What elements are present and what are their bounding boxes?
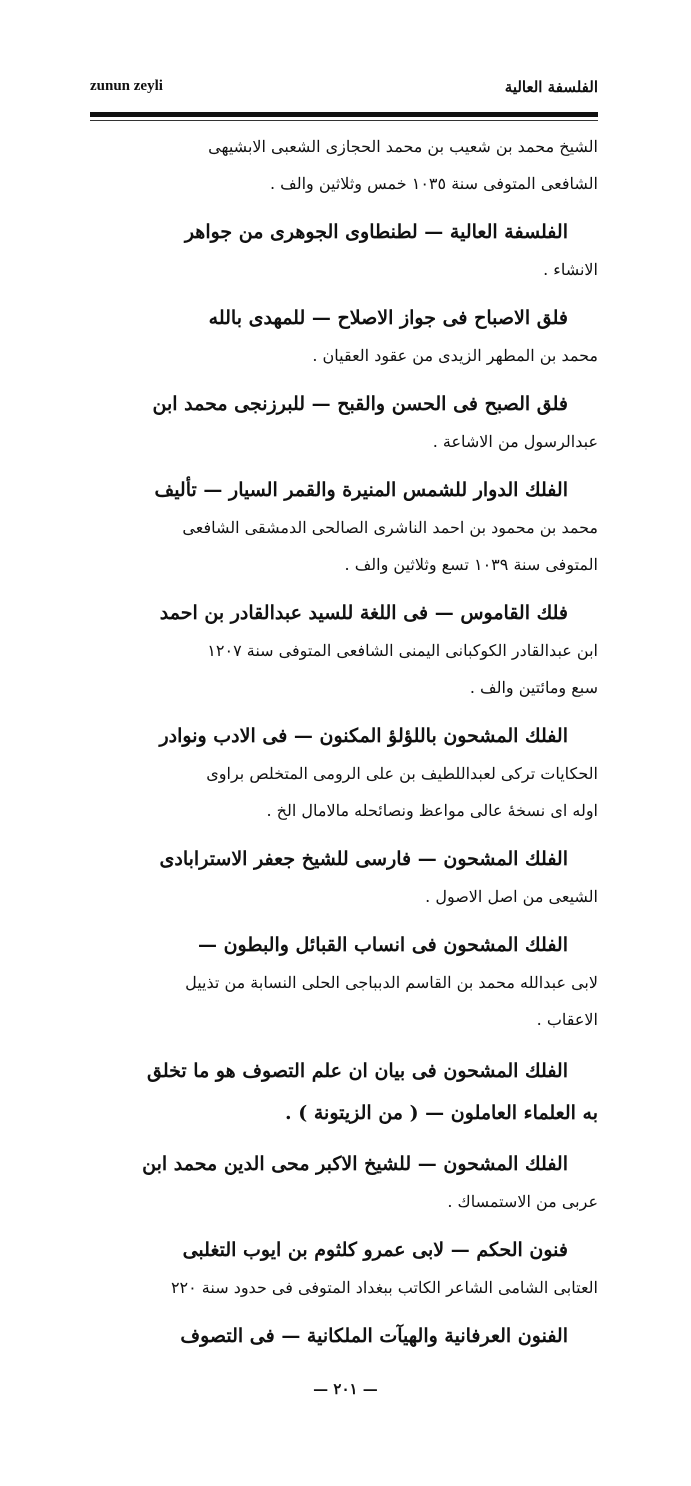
entry-title-line: به العلماء العاملون — ( من الزيتونة ) . [285,1102,598,1124]
entry-title-line: فنون الحكم — لابى عمرو كلثوم بن ايوب التغلبى [182,1239,568,1261]
entry [96,1050,598,1134]
entry [96,214,598,288]
entry [96,718,598,829]
entry-line: الاعقاب . [536,1010,598,1029]
entry [96,300,598,374]
entry-title-line: الفنون العرفانية والهيآت الملكانية — فى التصوف [180,1325,568,1347]
entry [96,128,598,202]
entry-title-line: الفلك المشحون باللؤلؤ المكنون — فى الادب ونوادر [159,725,568,747]
entry-line: المتوفى سنة ١٠٣٩ تسع وثلاثين والف . [344,555,598,574]
entry-line: محمد بن محمود بن احمد الناشرى الصالحى الدمشقى الشافعى [182,518,598,537]
entry-title-line: الفلك المشحون فى بيان ان علم التصوف هو ما تخلق [146,1060,568,1082]
header-catalog-name: zunun zeyli [90,78,163,94]
header-rule-thin [90,120,598,121]
entry-title-line: فلق الصبح فى الحسن والقبح — للبرزنجى محمد ابن [152,393,568,415]
entry-line: لابى عبدالله محمد بن القاسم الدبباجى الحلى النسابة من تذييل [185,973,598,992]
entry-line: اوله اى نسخهٔ عالى مواعظ ونصائحله مالامال الخ . [266,801,598,820]
entries-column [96,128,598,1367]
entry-line: الانشاء . [543,260,598,279]
entry-title-line: الفلك المشحون فى انساب القبائل والبطون — [197,934,568,956]
entry-title-line: فلق الاصباح فى جواز الاصلاح — للمهدى بالله [208,307,568,329]
entry [96,841,598,915]
entry-line: الحكايات تركى لعبداللطيف بن على الرومى المتخلص براوى [206,764,598,783]
entry-title-line: الفلسفة العالية — لطنطاوى الجوهرى من جواهر [184,221,568,243]
entry-line: عربى من الاستمساك . [447,1192,598,1211]
entry-line: ابن عبدالقادر الكوكبانى اليمنى الشافعى المتوفى سنة ١٢٠٧ [207,641,598,660]
entry-title-line: فلك القاموس — فى اللغة للسيد عبدالقادر بن احمد [159,602,568,624]
page-number: — ٢٠١ — [313,1380,378,1398]
entry [96,1146,598,1220]
entry [96,386,598,460]
entry-line: الشافعى المتوفى سنة ١٠٣٥ خمس وثلاثين والف . [269,174,598,193]
entry-line: سبع ومائتين والف . [469,678,598,697]
entry-title-line: الفلك الدوار للشمس المنيرة والقمر السيار — تأليف [154,479,568,501]
entry-line: محمد بن المطهر الزيدى من عقود العقيان . [312,346,598,365]
header-running-title: الفلسفة العالية [504,78,598,96]
entry-line: الشيخ محمد بن شعيب بن محمد الحجازى الشعبى الابشيهى [208,137,598,156]
entry [96,1318,598,1355]
entry [96,472,598,583]
header-rule-thick [90,112,598,117]
page-header [90,78,598,104]
entry-line: عبدالرسول من الاشاعة . [432,432,598,451]
entry [96,595,598,706]
entry-title-line: الفلك المشحون — فارسى للشيخ جعفر الاسترابادى [159,848,568,870]
entry-line: الشيعى من اصل الاصول . [425,887,598,906]
entry [96,927,598,1038]
entry [96,1232,598,1306]
entry-line: العتابى الشامى الشاعر الكاتب ببغداد المتوفى فى حدود سنة ٢٢٠ [170,1278,598,1297]
entry-title-line: الفلك المشحون — للشيخ الاكبر محى الدين محمد ابن [142,1153,568,1175]
